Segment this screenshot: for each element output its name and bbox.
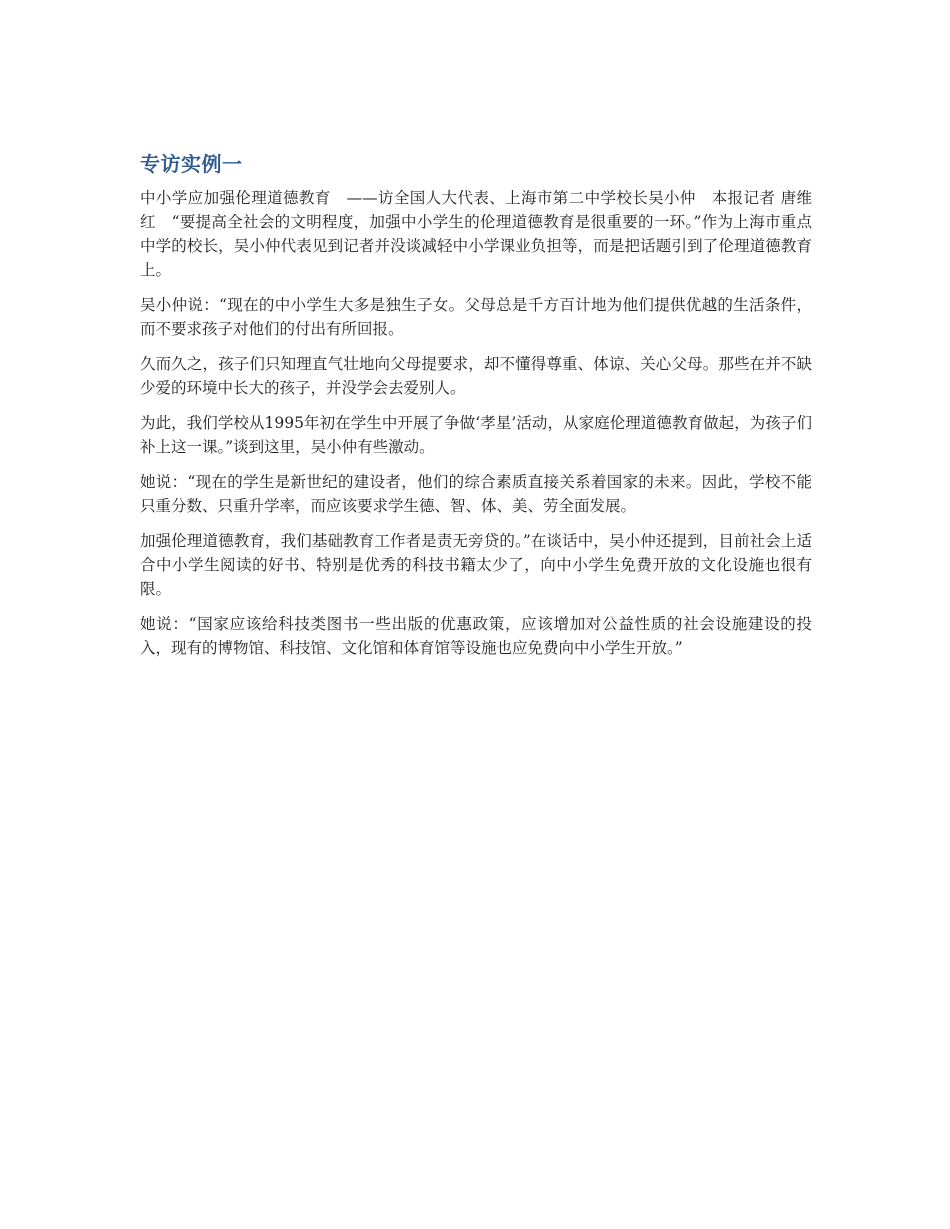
- paragraph: 她说：“国家应该给科技类图书一些出版的优惠政策，应该增加对公益性质的社会设施建设的投入，现有的博物馆、科技馆、文化馆和体育馆等设施也应免费向中小学生开放。”: [140, 615, 812, 657]
- paragraph: 加强伦理道德教育，我们基础教育工作者是责无旁贷的。”在谈话中，吴小仲还提到，目前社会上适合中小学生阅读的好书、特别是优秀的科技书籍太少了，向中小学生免费开放的文化设施也很有限。: [140, 532, 812, 598]
- paragraph: 久而久之，孩子们只知理直气壮地向父母提要求，却不懂得尊重、体谅、关心父母。那些在并不缺少爱的环境中长大的孩子，并没学会去爱别人。: [140, 355, 812, 397]
- document-title: 专访实例一: [140, 152, 243, 176]
- paragraph: 她说：“现在的学生是新世纪的建设者，他们的综合素质直接关系着国家的未来。因此，学校不能只重分数、只重升学率，而应该要求学生德、智、体、美、劳全面发展。: [140, 473, 812, 515]
- paragraph: 中小学应加强伦理道德教育 ——访全国人大代表、上海市第二中学校长吴小仲 本报记者 唐维红 “要提高全社会的文明程度，加强中小学生的伦理道德教育是很重要的一环。”作为上海市重点中学的校长，吴小仲代表见到记者并没谈减轻中小学课业负担等，而是把话题引到了伦理道德教育上。: [140, 189, 812, 279]
- paragraph: 吴小仲说：“现在的中小学生大多是独生子女。父母总是千方百计地为他们提供优越的生活条件，而不要求孩子对他们的付出有所回报。: [140, 296, 812, 338]
- paragraph: 为此，我们学校从1995年初在学生中开展了争做‘孝星’活动，从家庭伦理道德教育做起，为孩子们补上这一课。”谈到这里，吴小仲有些激动。: [140, 414, 812, 456]
- document-body: [140, 150, 812, 671]
